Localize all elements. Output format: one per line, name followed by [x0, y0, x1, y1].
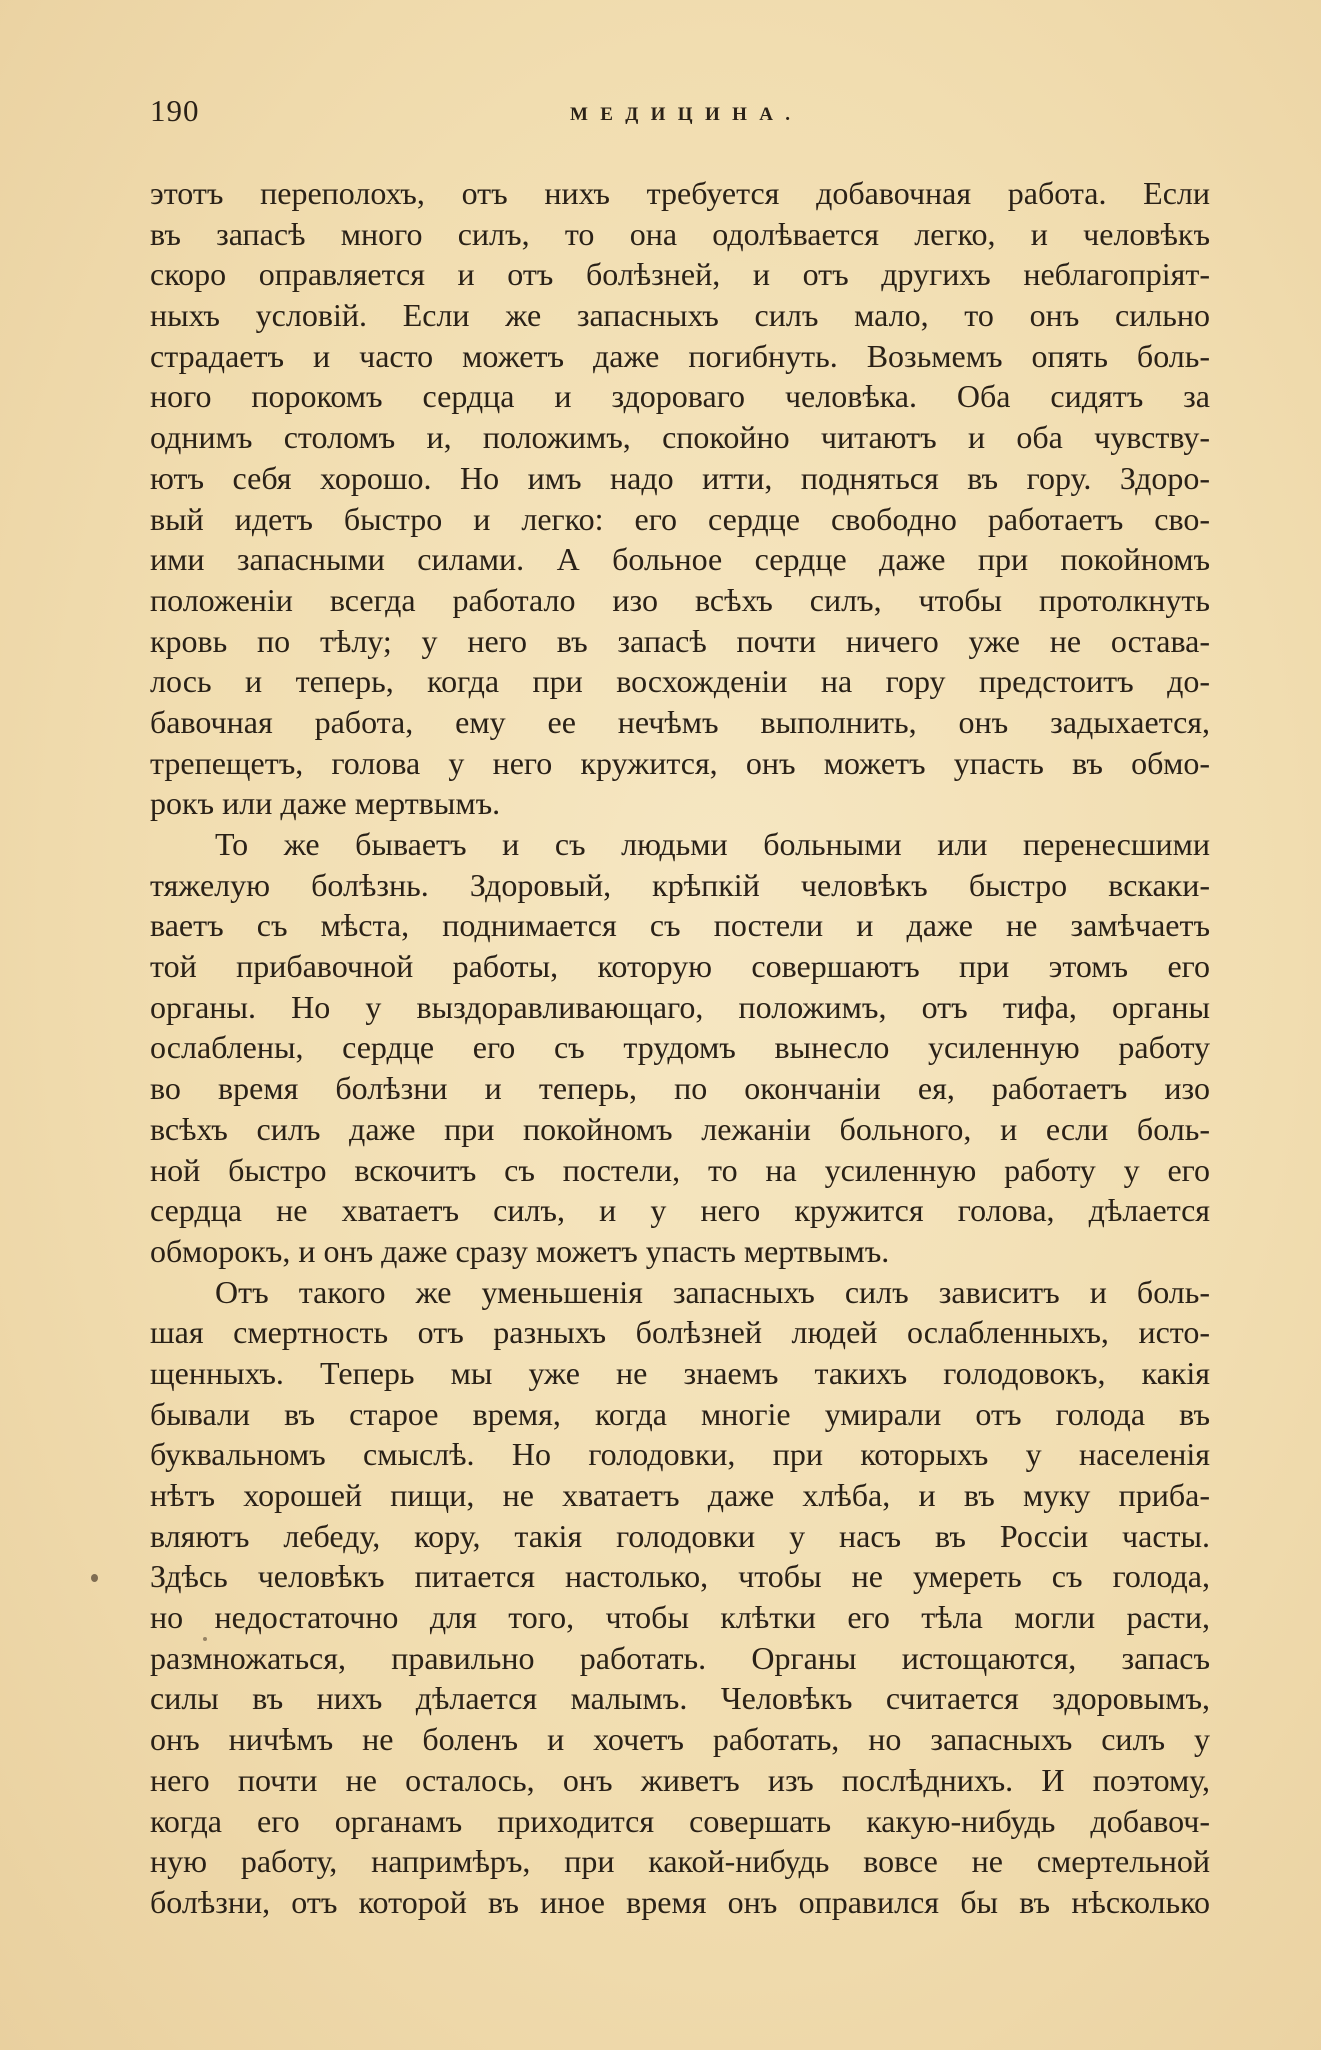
- text-line: тяжелую болѣзнь. Здоровый, крѣпкій человѣкъ быстро вскаки-: [150, 866, 1210, 903]
- text-line: щенныхъ. Теперь мы уже не знаемъ такихъ голодовокъ, какія: [150, 1354, 1210, 1391]
- text-line: этотъ переполохъ, отъ нихъ требуется добавочная работа. Если: [150, 175, 1210, 211]
- text-line: Здѣсь человѣкъ питается настолько, чтобы не умереть съ голода,: [150, 1558, 1210, 1595]
- text-line: силы въ нихъ дѣлается малымъ. Человѣкъ считается здоровымъ,: [150, 1680, 1210, 1717]
- text-line: той прибавочной работы, которую совершаютъ при этомъ его: [150, 948, 1210, 985]
- scan-mark: [91, 1574, 98, 1582]
- text-line: вый идетъ быстро и легко: его сердце свободно работаетъ сво-: [150, 500, 1210, 537]
- text-line: шая смертность отъ разныхъ болѣзней людей ослабленныхъ, исто-: [150, 1314, 1210, 1351]
- text-line: всѣхъ силъ даже при покойномъ лежаніи больного, и если боль-: [150, 1110, 1210, 1147]
- text-line: вляютъ лебеду, кору, такія голодовки у насъ въ Россіи часты.: [150, 1517, 1210, 1554]
- text-line: обморокъ, и онъ даже сразу можетъ упасть мертвымъ.: [150, 1232, 890, 1269]
- text-line: ослаблены, сердце его съ трудомъ вынесло усиленную работу: [150, 1029, 1210, 1066]
- text-line: ютъ себя хорошо. Но имъ надо итти, подняться въ гору. Здоро-: [150, 459, 1210, 496]
- paragraph: [150, 1272, 1210, 1923]
- paragraph: [150, 824, 1210, 1272]
- page-number: 190: [150, 93, 200, 128]
- text-line: кровь по тѣлу; у него въ запасѣ почти ничего уже не остава-: [150, 622, 1210, 659]
- text-line: въ запасѣ много силъ, то она одолѣвается легко, и человѣкъ: [150, 215, 1210, 252]
- text-line: ную работу, напримѣръ, при какой-нибудь вовсе не смертельной: [150, 1843, 1210, 1880]
- paragraph: [150, 173, 1210, 824]
- text-line: размножаться, правильно работать. Органы истощаются, запасъ: [150, 1639, 1210, 1676]
- text-line: во время болѣзни и теперь, по окончаніи ея, работаетъ изо: [150, 1070, 1210, 1107]
- text-line: него почти не осталось, онъ живетъ изъ послѣднихъ. И поэтому,: [150, 1761, 1210, 1798]
- text-line: ного порокомъ сердца и здороваго человѣка. Оба сидятъ за: [150, 378, 1210, 415]
- text-line: рокъ или даже мертвымъ.: [150, 785, 501, 822]
- text-line: болѣзни, отъ которой въ иное время онъ оправился бы въ нѣсколько: [150, 1883, 1210, 1920]
- text-line: органы. Но у выздоравливающаго, положимъ, отъ тифа, органы: [150, 988, 1210, 1025]
- text-line: скоро оправляется и отъ болѣзней, и отъ другихъ неблагопріят-: [150, 256, 1210, 293]
- text-line: нѣтъ хорошей пищи, не хватаетъ даже хлѣба, и въ муку приба-: [150, 1477, 1210, 1513]
- text-line: ими запасными силами. А больное сердце даже при покойномъ: [150, 541, 1210, 578]
- text-line: когда его органамъ приходится совершать какую-нибудь добавоч-: [150, 1802, 1210, 1839]
- text-line: буквальномъ смыслѣ. Но голодовки, при которыхъ у населенія: [150, 1436, 1210, 1473]
- text-line: но недостаточно для того, чтобы клѣтки его тѣла могли расти,: [150, 1599, 1210, 1636]
- text-line: бавочная работа, ему ее нечѣмъ выполнить, онъ задыхается,: [150, 703, 1210, 740]
- text-line: лось и теперь, когда при восхожденіи на гору предстоитъ до-: [150, 663, 1210, 700]
- text-line: онъ ничѣмъ не боленъ и хочетъ работать, но запасныхъ силъ у: [150, 1721, 1210, 1758]
- text-line: ныхъ условій. Если же запасныхъ силъ мало, то онъ сильно: [150, 297, 1210, 334]
- text-line: ваетъ съ мѣста, поднимается съ постели и даже не замѣчаетъ: [150, 907, 1210, 944]
- text-line: Отъ такого же уменьшенія запасныхъ силъ зависитъ и боль-: [215, 1273, 1210, 1310]
- body-text: [150, 173, 1210, 1923]
- running-head-title: МЕДИЦИНА.: [569, 104, 803, 125]
- text-line: страдаетъ и часто можетъ даже погибнуть. Возьмемъ опять боль-: [150, 337, 1210, 374]
- text-line: сердца не хватаетъ силъ, и у него кружится голова, дѣлается: [150, 1192, 1210, 1229]
- text-line: бывали въ старое время, когда многіе умирали отъ голода въ: [150, 1395, 1210, 1432]
- text-line: положеніи всегда работало изо всѣхъ силъ, чтобы протолкнуть: [150, 581, 1210, 618]
- text-line: ной быстро вскочитъ съ постели, то на усиленную работу у его: [150, 1151, 1210, 1188]
- text-line: То же бываетъ и съ людьми больными или перенесшими: [215, 826, 1210, 862]
- text-line: однимъ столомъ и, положимъ, спокойно читаютъ и оба чувству-: [150, 419, 1210, 456]
- text-line: трепещетъ, голова у него кружится, онъ можетъ упасть въ обмо-: [150, 744, 1210, 781]
